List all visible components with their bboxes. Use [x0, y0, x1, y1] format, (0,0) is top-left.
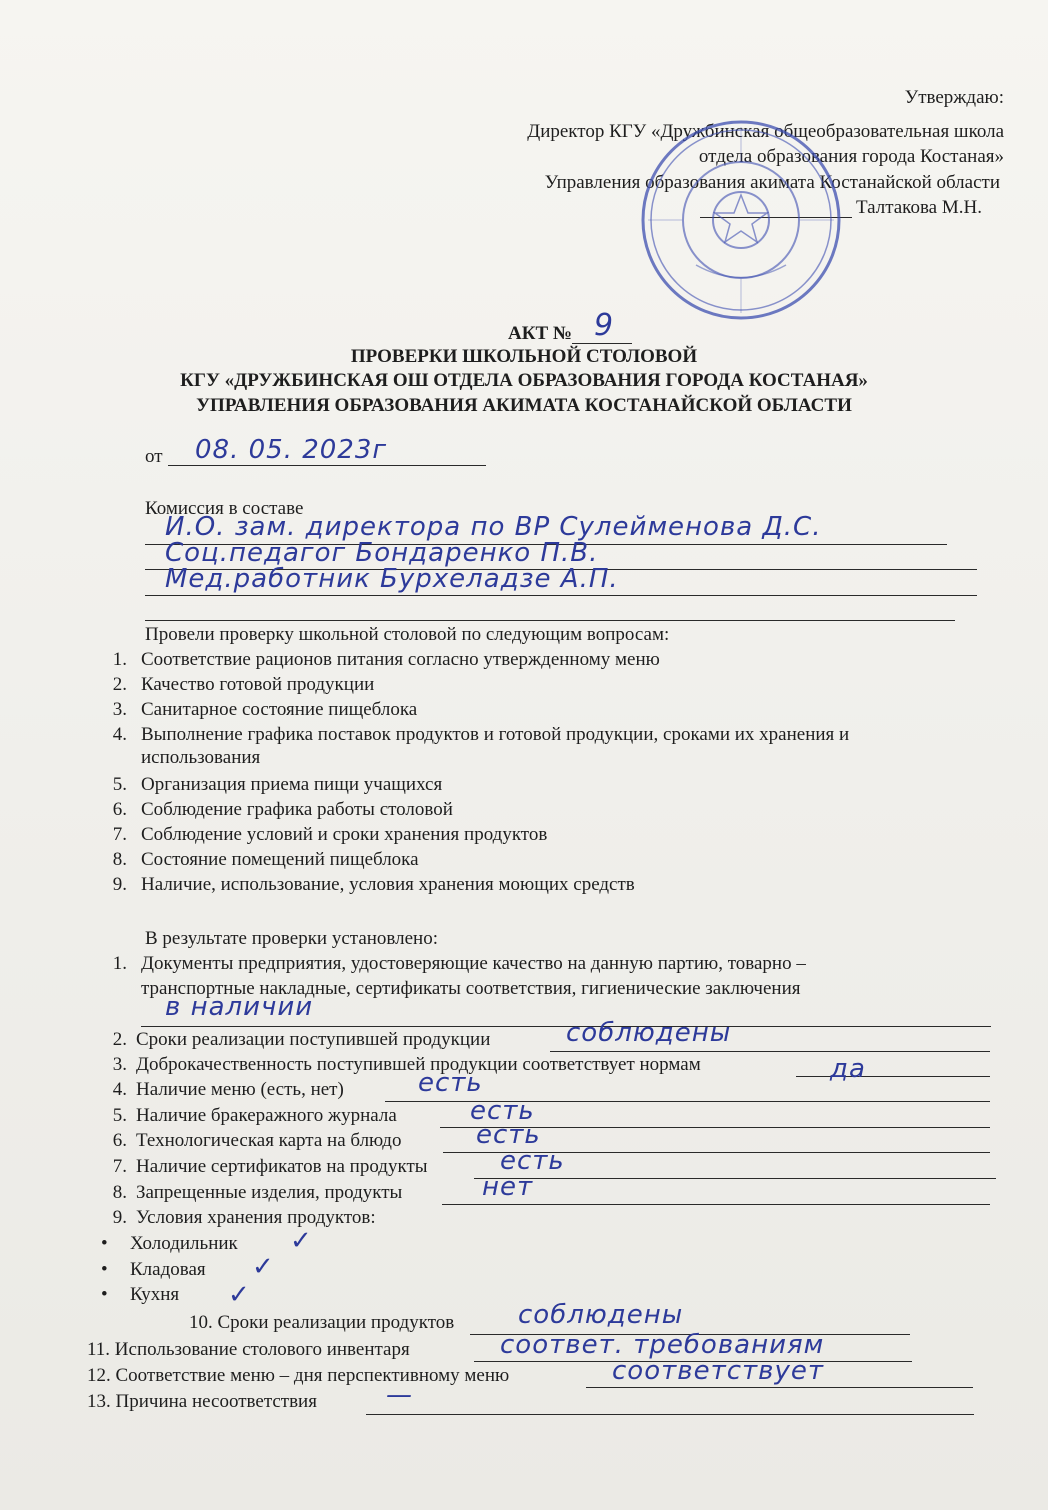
- result-number: 3.: [112, 1054, 127, 1075]
- result-number: 7.: [112, 1156, 127, 1177]
- storage-fridge: Холодильник: [130, 1233, 238, 1254]
- title-line-2: КГУ «ДРУЖБИНСКАЯ ОШ ОТДЕЛА ОБРАЗОВАНИЯ ГОРОДА КОСТАНАЯ»: [180, 370, 868, 391]
- commission-member-2: Соц.педагог Бондаренко П.В.: [165, 538, 599, 568]
- title-line-1: ПРОВЕРКИ ШКОЛЬНОЙ СТОЛОВОЙ: [350, 346, 698, 367]
- commission-member-3: Мед.работник Бурхеладзе А.П.: [165, 564, 619, 594]
- result-1-line-1: Документы предприятия, удостоверяющие качество на данную партию, товарно –: [141, 953, 806, 974]
- result-number: 4.: [112, 1079, 127, 1100]
- result-1-answer: в наличии: [165, 992, 314, 1022]
- check-mark: ✓: [290, 1226, 312, 1256]
- result-2-line: [550, 1051, 990, 1052]
- question-item: Качество готовой продукции: [141, 674, 375, 695]
- check-mark: ✓: [228, 1280, 250, 1310]
- question-number: 2.: [112, 674, 127, 695]
- result-13-answer: —: [386, 1380, 413, 1410]
- question-item: Наличие, использование, условия хранения моющих средств: [141, 874, 635, 895]
- result-5-answer: есть: [470, 1096, 535, 1126]
- question-number: 1.: [112, 649, 127, 670]
- result-3-answer: да: [830, 1054, 866, 1084]
- date-line: [168, 465, 486, 466]
- result-8-label: Запрещенные изделия, продукты: [136, 1182, 403, 1203]
- question-number: 9.: [112, 874, 127, 895]
- result-2-answer: соблюдены: [566, 1018, 732, 1048]
- storage-kitchen: Кухня: [130, 1284, 180, 1305]
- check-mark: ✓: [252, 1252, 274, 1282]
- title-line-3: УПРАВЛЕНИЯ ОБРАЗОВАНИЯ АКИМАТА КОСТАНАЙСКОЙ ОБЛАСТИ: [196, 395, 852, 416]
- bullet: •: [101, 1284, 108, 1305]
- result-10-answer: соблюдены: [518, 1300, 684, 1330]
- questions-intro: Провели проверку школьной столовой по следующим вопросам:: [145, 624, 670, 645]
- approval-line-1: Директор КГУ «Дружбинская общеобразовательная школа: [527, 121, 1004, 142]
- result-number: 8.: [112, 1182, 127, 1203]
- date-label: от: [145, 446, 163, 467]
- question-item-continuation: использования: [141, 747, 261, 768]
- commission-label: Комиссия в составе: [145, 498, 304, 519]
- result-3-line: [796, 1076, 990, 1077]
- result-number: 5.: [112, 1105, 127, 1126]
- result-13-line: [366, 1414, 974, 1415]
- bullet: •: [101, 1233, 108, 1254]
- result-9-label: Условия хранения продуктов:: [136, 1207, 376, 1228]
- act-number: 9: [594, 308, 615, 343]
- act-label: АКТ №: [508, 323, 573, 344]
- bullet: •: [101, 1259, 108, 1280]
- result-12-label: 12. Соответствие меню – дня перспективному меню: [87, 1365, 510, 1386]
- result-4-label: Наличие меню (есть, нет): [136, 1079, 344, 1100]
- result-1-line-2: транспортные накладные, сертификаты соответствия, гигиенические заключения: [141, 978, 801, 999]
- question-number: 5.: [112, 774, 127, 795]
- question-item: Санитарное состояние пищеблока: [141, 699, 418, 720]
- commission-line-3: [145, 595, 977, 596]
- signer-name: Талтакова М.Н.: [856, 197, 982, 218]
- result-13-label: 13. Причина несоответствия: [87, 1391, 317, 1412]
- result-3-label: Доброкачественность поступившей продукции соответствует нормам: [136, 1054, 701, 1075]
- result-8-line: [442, 1204, 990, 1205]
- question-item: Организация приема пищи учащихся: [141, 774, 443, 795]
- result-7-label: Наличие сертификатов на продукты: [136, 1156, 428, 1177]
- commission-line-4: [145, 620, 955, 621]
- question-item: Соответствие рационов питания согласно утвержденному меню: [141, 649, 660, 670]
- question-item: Соблюдение условий и сроки хранения продуктов: [141, 824, 548, 845]
- result-number: 6.: [112, 1130, 127, 1151]
- date-value: 08. 05. 2023г: [195, 435, 388, 465]
- result-number: 9.: [112, 1207, 127, 1228]
- result-7-answer: есть: [500, 1146, 565, 1176]
- question-number: 6.: [112, 799, 127, 820]
- approval-line-2: отдела образования города Костаная»: [698, 146, 1004, 167]
- approval-line-3: Управления образования акимата Костанайской области: [544, 172, 1000, 193]
- result-10-label: 10. Сроки реализации продуктов: [189, 1312, 455, 1333]
- result-5-label: Наличие бракеражного журнала: [136, 1105, 397, 1126]
- result-12-answer: соответствует: [612, 1356, 825, 1386]
- result-number: 1.: [112, 953, 127, 974]
- question-item: Состояние помещений пищеблока: [141, 849, 419, 870]
- result-11-label: 11. Использование столового инвентаря: [87, 1339, 410, 1360]
- commission-member-1: И.О. зам. директора по ВР Сулейменова Д.С.: [165, 512, 822, 542]
- question-number: 4.: [112, 724, 127, 745]
- approve-label: Утверждаю:: [904, 87, 1004, 108]
- question-number: 8.: [112, 849, 127, 870]
- storage-pantry: Кладовая: [130, 1259, 206, 1280]
- result-11-answer: соответ. требованиям: [500, 1330, 825, 1360]
- question-number: 7.: [112, 824, 127, 845]
- result-6-label: Технологическая карта на блюдо: [136, 1130, 402, 1151]
- question-item: Выполнение графика поставок продуктов и готовой продукции, сроками их хранения и: [141, 724, 850, 745]
- result-7-line: [474, 1178, 996, 1179]
- act-number-line: [572, 343, 632, 344]
- result-8-answer: нет: [482, 1172, 534, 1202]
- result-4-answer: есть: [418, 1068, 483, 1098]
- results-intro: В результате проверки установлено:: [145, 928, 439, 949]
- result-6-answer: есть: [476, 1120, 541, 1150]
- result-12-line: [586, 1387, 973, 1388]
- question-item: Соблюдение графика работы столовой: [141, 799, 453, 820]
- question-number: 3.: [112, 699, 127, 720]
- result-2-label: Сроки реализации поступившей продукции: [136, 1029, 491, 1050]
- result-number: 2.: [112, 1029, 127, 1050]
- seal-stamp: [636, 115, 846, 325]
